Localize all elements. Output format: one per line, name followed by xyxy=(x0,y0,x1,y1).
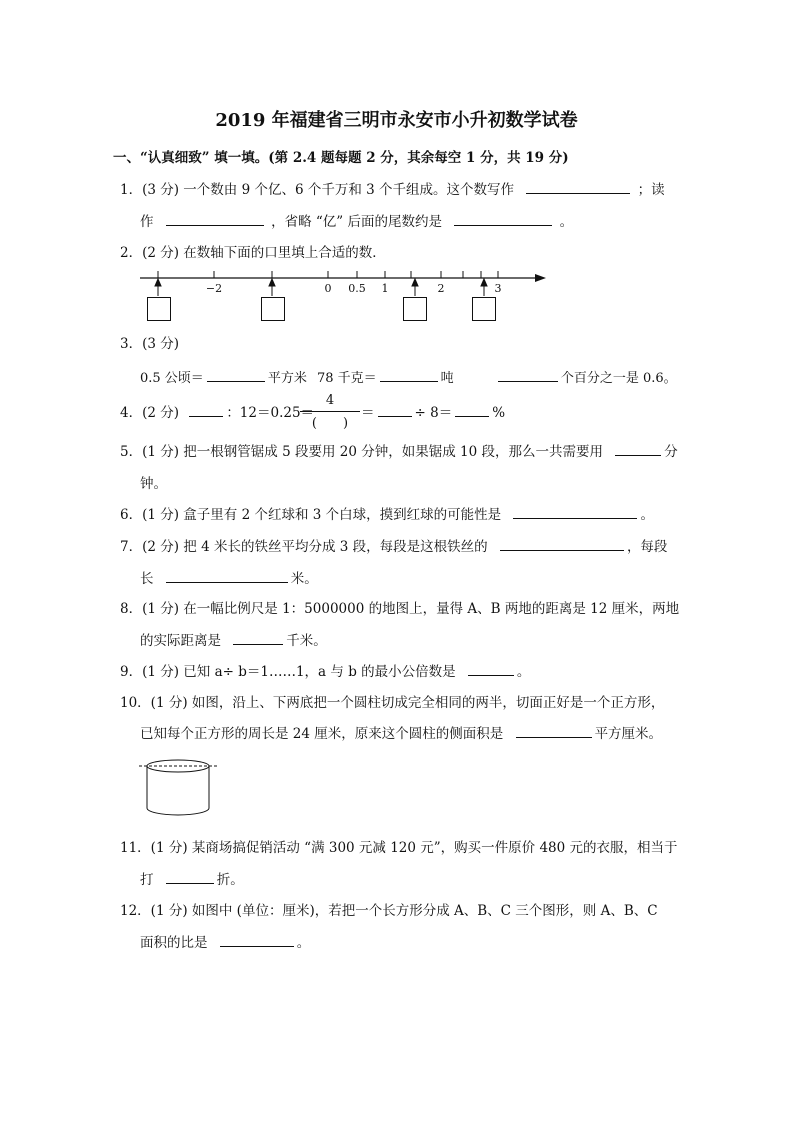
arrowhead-icon xyxy=(535,274,546,282)
question-8: 8．(1 分) 在一幅比例尺是 1：5000000 的地图上，量得 A、B 两地的距离是 12 厘米，两地 xyxy=(120,601,680,617)
q4-text-c: ＝ xyxy=(361,405,375,421)
q4-blank-2[interactable] xyxy=(378,403,412,417)
q5-text: 5．(1 分) 把一根钢管锯成 5 段要用 20 分钟，如果锯成 10 段，那么一共需要用 xyxy=(120,444,603,460)
q4-blank-3[interactable] xyxy=(455,403,489,417)
q7-text: 7．(2 分) 把 4 米长的铁丝平均分成 3 段，每段是这根铁丝的 xyxy=(120,539,488,555)
q1-blank-2[interactable] xyxy=(166,212,264,226)
section-heading: 一、“认真细致” 填一填。(第 2.4 题每题 2 分，其余每空 1 分，共 19 分) xyxy=(113,150,569,166)
question-11-line-2 xyxy=(140,868,244,888)
q1-line2-end: 。 xyxy=(559,214,574,230)
q6-text: 6．(1 分) 盒子里有 2 个红球和 3 个白球，摸到红球的可能性是 xyxy=(120,507,502,523)
question-12: 12．(1 分) 如图中 (单位：厘米)，若把一个长方形分成 A、B、C 三个图形，则 A、B、C xyxy=(120,903,658,919)
q4-fraction-numerator: 4 xyxy=(325,393,335,408)
q6-end: 。 xyxy=(640,507,654,523)
q7-text-2a: 长 xyxy=(140,571,154,587)
question-1-line-2 xyxy=(140,210,573,230)
q1-blank-3[interactable] xyxy=(454,212,552,226)
q1-line1-end: ；读 xyxy=(637,182,665,198)
q3-text-c: 78 千克＝ xyxy=(316,371,377,386)
q1-blank-1[interactable] xyxy=(526,180,630,194)
q4-fraction-denominator[interactable]: ( ) xyxy=(311,416,349,431)
q3-text-e: 个百分之一是 0.6。 xyxy=(560,371,677,386)
answer-box-3[interactable] xyxy=(403,297,427,321)
question-6 xyxy=(120,503,654,523)
answer-box-2[interactable] xyxy=(261,297,285,321)
q4-text-e: % xyxy=(492,405,506,421)
q3-blank-1[interactable] xyxy=(207,368,265,382)
q11-line2-end: 折。 xyxy=(216,872,244,888)
q1-text-2a: 作 xyxy=(140,214,154,230)
q12-blank[interactable] xyxy=(220,933,294,947)
q11-blank[interactable] xyxy=(166,870,214,884)
q1-text-2b: ，省略 “亿” 后面的尾数约是 xyxy=(271,214,442,230)
question-5 xyxy=(120,440,678,460)
tick-label-neg2: −2 xyxy=(205,282,223,295)
question-2: 2．(2 分) 在数轴下面的口里填上合适的数． xyxy=(120,245,386,261)
q12-line2-end: 。 xyxy=(296,935,311,951)
page-title: 2019 年福建省三明市永安市小升初数学试卷 xyxy=(215,110,578,131)
q12-text-2a: 面积的比是 xyxy=(140,935,208,951)
tick-label-0: 0 xyxy=(324,282,332,295)
q9-end: 。 xyxy=(516,664,531,680)
question-10-line-2 xyxy=(140,722,662,742)
tick-label-0-5: 0.5 xyxy=(348,282,366,295)
q7-blank-2[interactable] xyxy=(166,569,288,583)
question-4 xyxy=(120,401,314,421)
q5-line-2: 钟。 xyxy=(140,476,167,492)
q10-text: 已知每个正方形的周长是 24 厘米，原来这个圆柱的侧面积是 xyxy=(140,726,504,742)
tick-label-3: 3 xyxy=(494,282,502,295)
answer-box-4[interactable] xyxy=(472,297,496,321)
q10-line2-end: 平方厘米。 xyxy=(594,726,663,742)
question-3: 3．(3 分) xyxy=(120,336,180,352)
q4-text-b: ：12＝0.25＝ xyxy=(226,405,315,421)
q8-blank[interactable] xyxy=(233,631,283,645)
question-9 xyxy=(120,660,530,680)
q8-line2-end: 千米。 xyxy=(286,633,327,649)
q3-blank-2[interactable] xyxy=(380,368,438,382)
tick-label-2: 2 xyxy=(437,282,445,295)
q1-text: 1．(3 分) 一个数由 9 个亿、6 个千万和 3 个千组成。这个数写作 xyxy=(120,182,515,198)
cylinder-figure xyxy=(136,752,220,822)
q6-blank[interactable] xyxy=(513,505,637,519)
question-7-line-2 xyxy=(140,567,318,587)
q5-line1-end: 分 xyxy=(664,444,678,460)
question-1 xyxy=(120,178,665,198)
q9-blank[interactable] xyxy=(468,662,514,676)
question-7 xyxy=(120,535,667,555)
question-4-rest xyxy=(361,401,505,421)
q11-text-2a: 打 xyxy=(140,872,154,888)
q3-text-a: 0.5 公顷＝ xyxy=(140,371,204,386)
question-12-line-2 xyxy=(140,931,310,951)
tick-label-1: 1 xyxy=(381,282,389,295)
q4-text-a: 4．(2 分) xyxy=(120,405,180,421)
question-3-line xyxy=(140,367,677,386)
q3-text-d: 吨 xyxy=(440,371,454,386)
q3-blank-3[interactable] xyxy=(498,368,558,382)
answer-box-1[interactable] xyxy=(147,297,171,321)
question-10: 10．(1 分) 如图，沿上、下两底把一个圆柱切成完全相同的两半，切面正好是一个正方形， xyxy=(120,695,665,711)
q9-text: 9．(1 分) 已知 a÷ b＝1……1，a 与 b 的最小公倍数是 xyxy=(120,664,456,680)
question-11: 11．(1 分) 某商场搞促销活动 “满 300 元减 120 元”，购买一件原价 480 元的衣服，相当于 xyxy=(120,840,678,856)
q3-text-b: 平方米 xyxy=(267,371,307,386)
q8-text-2a: 的实际距离是 xyxy=(140,633,221,649)
q5-blank[interactable] xyxy=(615,442,661,456)
q4-blank-1[interactable] xyxy=(189,403,223,417)
q7-line2-end: 米。 xyxy=(290,571,318,587)
q4-text-d: ÷ 8＝ xyxy=(414,405,453,421)
q7-blank-1[interactable] xyxy=(500,537,624,551)
q7-line1-end: ，每段 xyxy=(626,539,668,555)
q10-blank[interactable] xyxy=(516,724,592,738)
question-8-line-2 xyxy=(140,629,327,649)
